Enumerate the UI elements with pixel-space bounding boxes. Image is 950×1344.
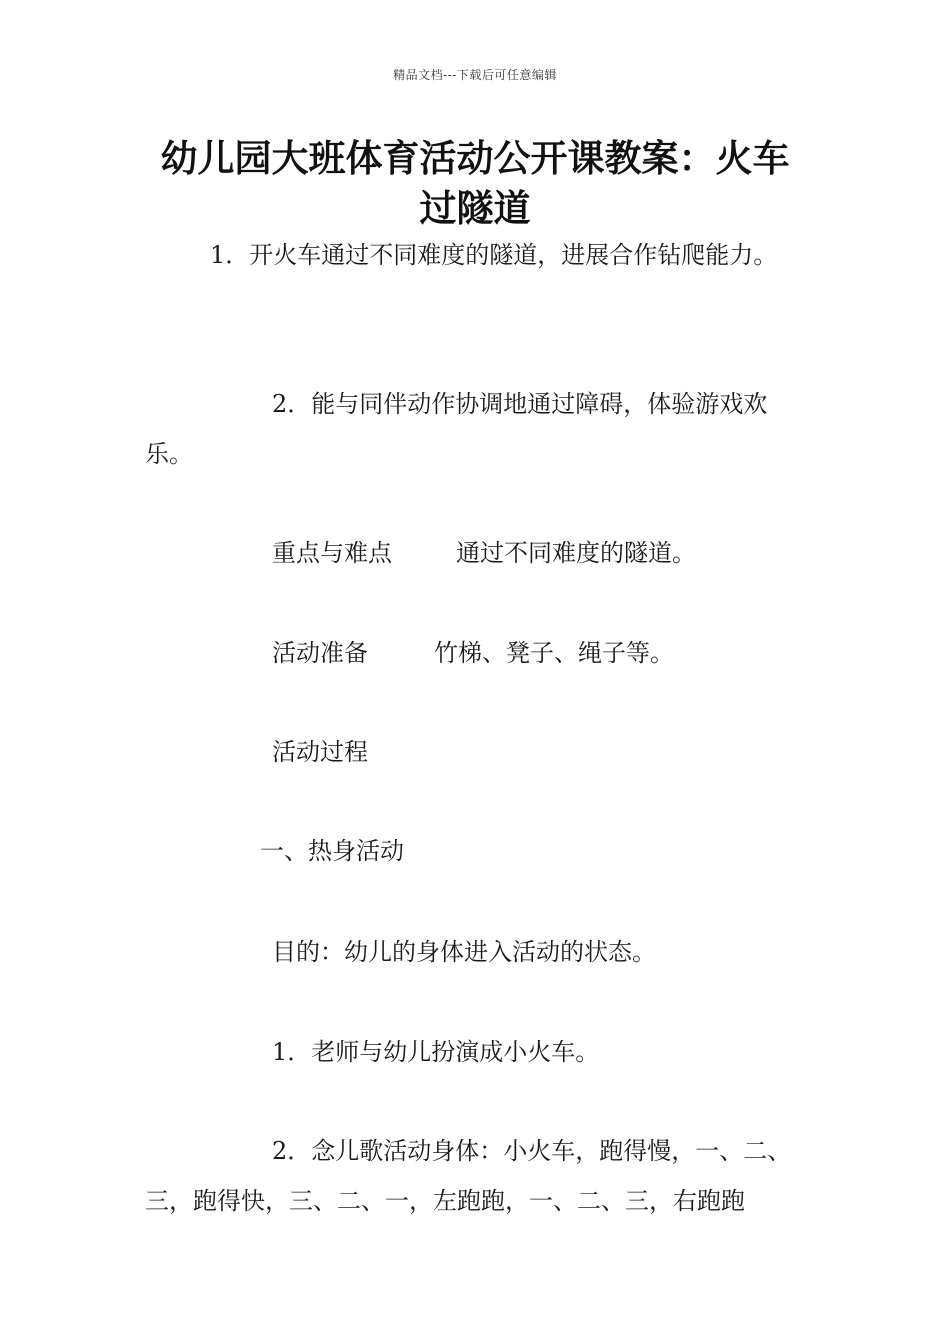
step-2-line-2: 三，跑得快，三、二、一，左跑跑，一、二、三，右跑跑 <box>145 1187 745 1215</box>
key-points-row <box>272 533 696 568</box>
goal-2-line-1: 2．能与同伴动作协调地通过障碍，体验游戏欢 <box>272 390 768 418</box>
goal-1: 1．开火车通过不同难度的隧道，进展合作钻爬能力。 <box>210 241 778 269</box>
warmup-heading: 一、热身活动 <box>260 837 404 865</box>
step-1: 1．老师与幼儿扮演成小火车。 <box>272 1038 600 1066</box>
preparation-row <box>272 633 674 668</box>
document-title-line-2: 过隧道 <box>419 187 531 230</box>
process-heading: 活动过程 <box>272 738 368 766</box>
preparation-label: 活动准备 <box>272 639 368 667</box>
goal-2-line-2: 乐。 <box>145 440 193 468</box>
step-2-line-1: 2．念儿歌活动身体：小火车，跑得慢，一、二、 <box>272 1137 792 1165</box>
key-points-text: 通过不同难度的隧道。 <box>456 539 696 567</box>
key-points-label: 重点与难点 <box>272 539 392 567</box>
page-header: 精品文档---下载后可任意编辑 <box>393 68 557 82</box>
warmup-purpose: 目的：幼儿的身体进入活动的状态。 <box>272 938 656 966</box>
document-title-line-1: 幼儿园大班体育活动公开课教案：火车 <box>160 137 790 180</box>
preparation-text: 竹梯、凳子、绳子等。 <box>434 639 674 667</box>
